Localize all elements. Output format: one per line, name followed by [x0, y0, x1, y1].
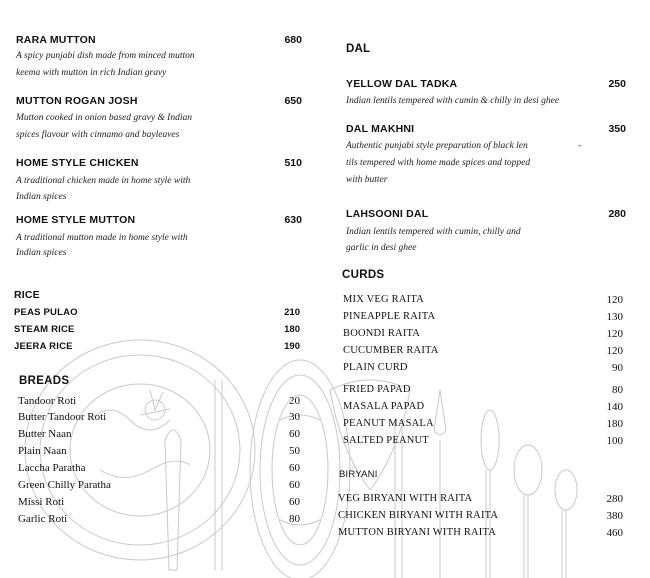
item-name: HOME STYLE MUTTON — [16, 214, 136, 226]
item-price: 180 — [284, 324, 300, 335]
item-name: VEG BIRYANI WITH RAITA — [338, 493, 473, 504]
item-price: 30 — [289, 411, 300, 423]
item-name: PLAIN CURD — [343, 362, 408, 373]
item-price: 60 — [289, 479, 300, 491]
item-price: 350 — [608, 123, 626, 135]
item-price: 120 — [606, 328, 623, 340]
item-price: 50 — [289, 445, 300, 457]
section-title-biryani: BIRYANI — [339, 469, 378, 480]
item-description: keema with mutton in rich Indian gravy — [16, 68, 167, 78]
item-name: Green Chilly Paratha — [18, 479, 111, 491]
item-description: Indian lentils tempered with cumin & chilly in desi ghee — [346, 96, 560, 106]
item-name: STEAM RICE — [14, 324, 75, 335]
item-name: Butter Naan — [18, 428, 72, 440]
item-name: LAHSOONI DAL — [346, 208, 429, 220]
item-price: 280 — [606, 493, 623, 505]
item-name: Tandoor Roti — [18, 395, 77, 407]
item-description: Indian spices — [16, 248, 67, 258]
item-description: garlic in desi ghee — [346, 243, 417, 253]
item-name: PEANUT MASALA — [343, 418, 434, 429]
item-price: 180 — [606, 418, 623, 430]
item-name: MASALA PAPAD — [343, 401, 425, 412]
item-price: 680 — [284, 34, 302, 46]
item-name: FRIED PAPAD — [343, 384, 411, 395]
item-name: HOME STYLE CHICKEN — [16, 157, 139, 169]
item-description: A traditional chicken made in home style with — [16, 176, 191, 186]
item-price: 140 — [606, 401, 623, 413]
item-name: PINEAPPLE RAITA — [343, 311, 436, 322]
item-name: CUCUMBER RAITA — [343, 345, 439, 356]
item-price: 20 — [289, 395, 300, 407]
item-price: 130 — [606, 311, 623, 323]
item-price: 60 — [289, 462, 300, 474]
item-name: MIX VEG RAITA — [343, 294, 424, 305]
section-title-breads: BREADS — [19, 375, 70, 387]
item-price: 630 — [284, 214, 302, 226]
item-name: BOONDI RAITA — [343, 328, 421, 339]
item-name: JEERA RICE — [14, 341, 73, 352]
item-name: Plain Naan — [18, 445, 67, 457]
item-description: with butter — [346, 175, 388, 185]
item-name: YELLOW DAL TADKA — [346, 78, 458, 90]
item-name: RARA MUTTON — [16, 34, 96, 46]
hyphen: - — [578, 141, 582, 151]
item-price: 650 — [284, 95, 302, 107]
item-price: 120 — [606, 345, 623, 357]
item-description: A spicy punjabi dish made from minced mutton — [16, 51, 195, 61]
item-price: 190 — [284, 341, 300, 352]
item-name: CHICKEN BIRYANI WITH RAITA — [338, 510, 499, 521]
item-description: A traditional mutton made in home style with — [16, 233, 188, 243]
section-title-dal: DAL — [346, 43, 371, 55]
item-description: tils tempered with home made spices and topped — [346, 158, 531, 168]
item-price: 510 — [284, 157, 302, 169]
item-name: MUTTON BIRYANI WITH RAITA — [338, 527, 497, 538]
item-price: 90 — [612, 362, 623, 374]
item-description: Indian spices — [16, 192, 67, 202]
item-description: Indian lentils tempered with cumin, chilly and — [346, 227, 521, 237]
item-name: MUTTON ROGAN JOSH — [16, 95, 138, 107]
item-price: 60 — [289, 496, 300, 508]
item-name: Butter Tandoor Roti — [18, 411, 107, 423]
item-description: Mutton cooked in onion based gravy & Indian — [16, 113, 192, 123]
item-description: spices flavour with cinnamo and bayleaves — [16, 130, 180, 140]
item-price: 380 — [606, 510, 623, 522]
item-price: 250 — [608, 78, 626, 90]
item-price: 280 — [608, 208, 626, 220]
section-title-curds: CURDS — [342, 269, 385, 281]
item-name: DAL MAKHNI — [346, 123, 415, 135]
item-name: PEAS PULAO — [14, 307, 78, 318]
item-price: 100 — [606, 435, 623, 447]
item-name: SALTED PEANUT — [343, 435, 429, 446]
item-price: 210 — [284, 307, 300, 318]
item-price: 80 — [289, 513, 300, 525]
item-price: 60 — [289, 428, 300, 440]
item-price: 80 — [612, 384, 623, 396]
section-title-rice: RICE — [14, 289, 40, 301]
item-description: Authentic punjabi style preparation of black len — [346, 141, 528, 151]
item-name: Missi Roti — [18, 496, 65, 508]
item-name: Laccha Paratha — [18, 462, 86, 474]
item-name: Garlic Roti — [18, 513, 68, 525]
item-price: 460 — [606, 527, 623, 539]
item-price: 120 — [606, 294, 623, 306]
